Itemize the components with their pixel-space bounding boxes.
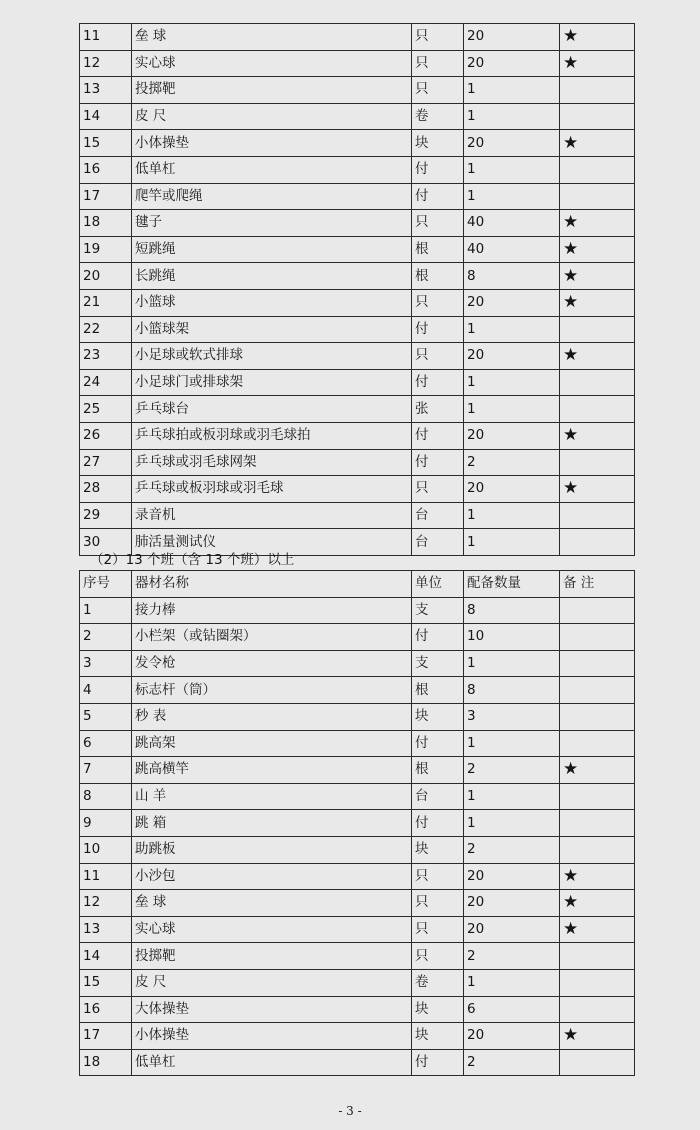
cell-note-star [560, 597, 635, 624]
cell-no: 15 [80, 130, 132, 157]
cell-unit: 块 [412, 703, 464, 730]
cell-note-star: ★ [560, 343, 635, 370]
cell-note-star [560, 624, 635, 651]
cell-qty: 20 [464, 289, 560, 316]
table-row [80, 316, 635, 343]
table-row [80, 969, 635, 996]
cell-note-star [560, 316, 635, 343]
cell-no: 17 [80, 1023, 132, 1050]
cell-unit: 根 [412, 236, 464, 263]
cell-no: 12 [80, 50, 132, 77]
cell-no: 4 [80, 677, 132, 704]
cell-unit: 只 [412, 343, 464, 370]
table-row [80, 289, 635, 316]
cell-qty: 8 [464, 263, 560, 290]
cell-no: 7 [80, 757, 132, 784]
cell-name: 小篮球架 [132, 316, 412, 343]
cell-no: 25 [80, 396, 132, 423]
table-row [80, 996, 635, 1023]
table-row [80, 730, 635, 757]
cell-note-star: ★ [560, 50, 635, 77]
cell-no: 21 [80, 289, 132, 316]
cell-unit: 只 [412, 289, 464, 316]
cell-qty: 1 [464, 77, 560, 104]
cell-unit: 张 [412, 396, 464, 423]
cell-name: 低单杠 [132, 1049, 412, 1076]
cell-name: 垒 球 [132, 890, 412, 917]
table-row [80, 422, 635, 449]
cell-note-star [560, 677, 635, 704]
table-row [80, 502, 635, 529]
cell-unit: 只 [412, 863, 464, 890]
cell-no: 6 [80, 730, 132, 757]
cell-unit: 根 [412, 677, 464, 704]
cell-note-star: ★ [560, 24, 635, 51]
cell-qty: 20 [464, 863, 560, 890]
table-row [80, 156, 635, 183]
cell-no: 20 [80, 263, 132, 290]
cell-note-star [560, 183, 635, 210]
cell-unit: 根 [412, 757, 464, 784]
cell-no: 19 [80, 236, 132, 263]
cell-unit: 台 [412, 529, 464, 556]
cell-name: 发令枪 [132, 650, 412, 677]
cell-unit: 支 [412, 650, 464, 677]
cell-name: 实心球 [132, 50, 412, 77]
equipment-table-part1 [79, 23, 635, 556]
cell-note-star [560, 77, 635, 104]
cell-qty: 20 [464, 476, 560, 503]
table-row [80, 1023, 635, 1050]
cell-note-star [560, 449, 635, 476]
cell-qty: 20 [464, 24, 560, 51]
cell-name: 接力棒 [132, 597, 412, 624]
cell-unit: 块 [412, 996, 464, 1023]
table-row [80, 916, 635, 943]
cell-note-star: ★ [560, 890, 635, 917]
cell-unit: 块 [412, 1023, 464, 1050]
cell-name: 山 羊 [132, 783, 412, 810]
cell-unit: 只 [412, 890, 464, 917]
cell-no: 5 [80, 703, 132, 730]
cell-qty: 1 [464, 316, 560, 343]
cell-no: 23 [80, 343, 132, 370]
cell-no: 2 [80, 624, 132, 651]
cell-name: 秒 表 [132, 703, 412, 730]
cell-note-star [560, 502, 635, 529]
cell-unit: 台 [412, 502, 464, 529]
cell-name: 小足球门或排球架 [132, 369, 412, 396]
cell-unit: 只 [412, 476, 464, 503]
cell-unit: 付 [412, 156, 464, 183]
cell-no: 15 [80, 969, 132, 996]
cell-note-star: ★ [560, 757, 635, 784]
cell-no: 28 [80, 476, 132, 503]
cell-no: 10 [80, 836, 132, 863]
cell-note-star: ★ [560, 263, 635, 290]
table-row [80, 50, 635, 77]
cell-no: 13 [80, 916, 132, 943]
cell-qty: 2 [464, 943, 560, 970]
cell-no: 24 [80, 369, 132, 396]
equipment-table-part2 [79, 570, 635, 1076]
table-row [80, 343, 635, 370]
cell-qty: 2 [464, 449, 560, 476]
cell-note-star: ★ [560, 236, 635, 263]
cell-name: 肺活量测试仪 [132, 529, 412, 556]
cell-unit: 付 [412, 810, 464, 837]
cell-unit: 付 [412, 316, 464, 343]
cell-unit: 卷 [412, 103, 464, 130]
table-row [80, 476, 635, 503]
cell-note-star [560, 156, 635, 183]
cell-unit: 只 [412, 916, 464, 943]
header-name: 器材名称 [132, 571, 412, 598]
table-row [80, 810, 635, 837]
cell-no: 18 [80, 1049, 132, 1076]
cell-qty: 20 [464, 916, 560, 943]
cell-qty: 20 [464, 422, 560, 449]
cell-unit: 付 [412, 1049, 464, 1076]
cell-unit: 块 [412, 130, 464, 157]
cell-name: 跳高横竿 [132, 757, 412, 784]
cell-note-star [560, 969, 635, 996]
cell-name: 录音机 [132, 502, 412, 529]
cell-qty: 1 [464, 810, 560, 837]
cell-qty: 1 [464, 369, 560, 396]
cell-qty: 3 [464, 703, 560, 730]
cell-name: 乒乓球或板羽球或羽毛球 [132, 476, 412, 503]
cell-name: 标志杆（筒） [132, 677, 412, 704]
cell-no: 14 [80, 943, 132, 970]
cell-qty: 1 [464, 183, 560, 210]
cell-no: 3 [80, 650, 132, 677]
table-header-row [80, 571, 635, 598]
cell-name: 皮 尺 [132, 103, 412, 130]
cell-unit: 只 [412, 210, 464, 237]
cell-qty: 6 [464, 996, 560, 1023]
cell-qty: 1 [464, 529, 560, 556]
cell-unit: 付 [412, 730, 464, 757]
cell-name: 小沙包 [132, 863, 412, 890]
table-row [80, 236, 635, 263]
cell-qty: 10 [464, 624, 560, 651]
table-row [80, 943, 635, 970]
cell-unit: 根 [412, 263, 464, 290]
cell-note-star [560, 703, 635, 730]
table-row [80, 650, 635, 677]
cell-no: 12 [80, 890, 132, 917]
cell-name: 垒 球 [132, 24, 412, 51]
cell-no: 9 [80, 810, 132, 837]
cell-unit: 只 [412, 77, 464, 104]
cell-name: 小篮球 [132, 289, 412, 316]
cell-no: 22 [80, 316, 132, 343]
header-no: 序号 [80, 571, 132, 598]
cell-note-star [560, 396, 635, 423]
cell-note-star [560, 810, 635, 837]
table-row [80, 677, 635, 704]
table-row [80, 597, 635, 624]
table-row [80, 130, 635, 157]
table-row [80, 449, 635, 476]
cell-name: 投掷靶 [132, 943, 412, 970]
cell-qty: 1 [464, 396, 560, 423]
cell-qty: 8 [464, 597, 560, 624]
table-row [80, 836, 635, 863]
table-row [80, 24, 635, 51]
cell-unit: 付 [412, 422, 464, 449]
cell-name: 小体操垫 [132, 1023, 412, 1050]
cell-qty: 2 [464, 836, 560, 863]
cell-no: 8 [80, 783, 132, 810]
cell-note-star: ★ [560, 210, 635, 237]
table-row [80, 624, 635, 651]
cell-note-star [560, 1049, 635, 1076]
cell-note-star: ★ [560, 1023, 635, 1050]
cell-qty: 20 [464, 343, 560, 370]
cell-qty: 1 [464, 783, 560, 810]
cell-name: 毽子 [132, 210, 412, 237]
cell-unit: 付 [412, 369, 464, 396]
cell-qty: 20 [464, 50, 560, 77]
cell-unit: 付 [412, 449, 464, 476]
cell-name: 皮 尺 [132, 969, 412, 996]
cell-qty: 1 [464, 156, 560, 183]
cell-no: 11 [80, 24, 132, 51]
cell-note-star [560, 650, 635, 677]
table-row [80, 103, 635, 130]
table-row [80, 757, 635, 784]
cell-unit: 只 [412, 943, 464, 970]
cell-qty: 1 [464, 502, 560, 529]
cell-no: 13 [80, 77, 132, 104]
cell-name: 实心球 [132, 916, 412, 943]
cell-unit: 只 [412, 24, 464, 51]
cell-unit: 卷 [412, 969, 464, 996]
cell-no: 29 [80, 502, 132, 529]
cell-name: 助跳板 [132, 836, 412, 863]
cell-name: 大体操垫 [132, 996, 412, 1023]
cell-no: 16 [80, 996, 132, 1023]
cell-no: 11 [80, 863, 132, 890]
cell-unit: 支 [412, 597, 464, 624]
header-unit: 单位 [412, 571, 464, 598]
cell-name: 跳 箱 [132, 810, 412, 837]
cell-note-star [560, 783, 635, 810]
section-heading-13-classes: （2）13 个班（含 13 个班）以上 [90, 552, 295, 568]
cell-qty: 40 [464, 236, 560, 263]
cell-note-star: ★ [560, 289, 635, 316]
cell-qty: 20 [464, 130, 560, 157]
cell-qty: 1 [464, 969, 560, 996]
cell-note-star [560, 369, 635, 396]
cell-unit: 只 [412, 50, 464, 77]
cell-note-star [560, 103, 635, 130]
table-row [80, 783, 635, 810]
cell-qty: 40 [464, 210, 560, 237]
cell-unit: 块 [412, 836, 464, 863]
cell-name: 短跳绳 [132, 236, 412, 263]
cell-unit: 付 [412, 624, 464, 651]
cell-note-star [560, 836, 635, 863]
cell-name: 跳高架 [132, 730, 412, 757]
cell-qty: 20 [464, 1023, 560, 1050]
cell-qty: 1 [464, 103, 560, 130]
cell-note-star [560, 996, 635, 1023]
cell-note-star: ★ [560, 422, 635, 449]
cell-no: 1 [80, 597, 132, 624]
cell-name: 乒乓球台 [132, 396, 412, 423]
cell-note-star: ★ [560, 916, 635, 943]
cell-name: 投掷靶 [132, 77, 412, 104]
cell-no: 14 [80, 103, 132, 130]
table-row [80, 369, 635, 396]
cell-no: 17 [80, 183, 132, 210]
cell-note-star [560, 943, 635, 970]
cell-name: 乒乓球或羽毛球网架 [132, 449, 412, 476]
cell-qty: 2 [464, 1049, 560, 1076]
cell-name: 低单杠 [132, 156, 412, 183]
cell-name: 小体操垫 [132, 130, 412, 157]
header-qty: 配备数量 [464, 571, 560, 598]
cell-no: 30 [80, 529, 132, 556]
table-row [80, 396, 635, 423]
cell-qty: 1 [464, 650, 560, 677]
table-row [80, 863, 635, 890]
header-note: 备 注 [560, 571, 635, 598]
cell-name: 爬竿或爬绳 [132, 183, 412, 210]
cell-no: 18 [80, 210, 132, 237]
table-row [80, 183, 635, 210]
cell-no: 26 [80, 422, 132, 449]
cell-no: 16 [80, 156, 132, 183]
cell-name: 小栏架（或钻圈架） [132, 624, 412, 651]
cell-qty: 2 [464, 757, 560, 784]
cell-name: 乒乓球拍或板羽球或羽毛球拍 [132, 422, 412, 449]
cell-name: 长跳绳 [132, 263, 412, 290]
cell-qty: 1 [464, 730, 560, 757]
table-row [80, 703, 635, 730]
cell-note-star: ★ [560, 863, 635, 890]
cell-note-star [560, 529, 635, 556]
table-row [80, 890, 635, 917]
table-row [80, 1049, 635, 1076]
page-number: - 3 - [338, 1104, 362, 1118]
table-row [80, 263, 635, 290]
cell-qty: 20 [464, 890, 560, 917]
cell-note-star: ★ [560, 130, 635, 157]
cell-unit: 付 [412, 183, 464, 210]
cell-name: 小足球或软式排球 [132, 343, 412, 370]
cell-no: 27 [80, 449, 132, 476]
cell-qty: 8 [464, 677, 560, 704]
cell-note-star: ★ [560, 476, 635, 503]
table-row [80, 77, 635, 104]
cell-note-star [560, 730, 635, 757]
table-row [80, 210, 635, 237]
cell-unit: 台 [412, 783, 464, 810]
